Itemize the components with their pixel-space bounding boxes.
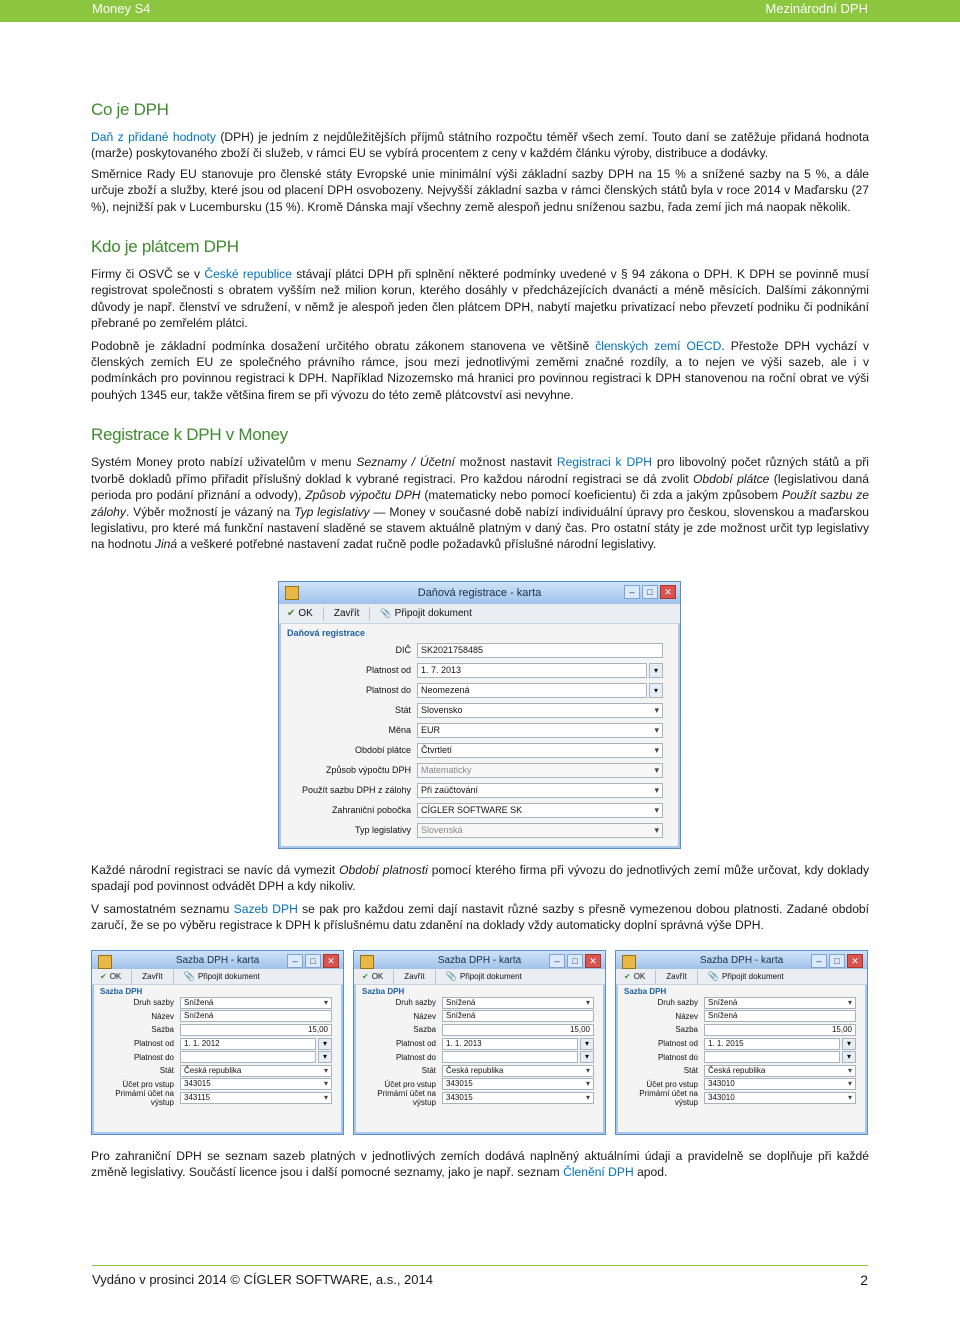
cancel-button[interactable]: Zavřít: [333, 608, 360, 619]
form-row: [279, 760, 680, 780]
paragraph-8: Pro zahraniční DPH se seznam sazeb platných v jednotlivých zemích dodává naplněný aktuálními údaji a pravidelně se doplňuje při každé změně legislativy. Součástí licence jsou i další pomocné seznamy, jako je např. seznam Členění DPH apod.: [91, 1149, 869, 1180]
field-input[interactable]: Snížená: [704, 1010, 856, 1022]
close-icon[interactable]: ✕: [585, 954, 601, 968]
form-row: [616, 1064, 867, 1078]
attach-button[interactable]: 📎 Připojit dokument: [446, 971, 522, 982]
attach-button[interactable]: 📎 Připojit dokument: [380, 608, 471, 619]
page-number: 2: [860, 1272, 868, 1288]
window-titlebar: [616, 951, 867, 969]
field-label: Primární účet na výstup: [377, 1088, 436, 1107]
field-input[interactable]: Snížená: [180, 1010, 332, 1022]
field-label: Primární účet na výstup: [639, 1088, 698, 1107]
link-dan[interactable]: Daň z přidané hodnoty: [91, 130, 216, 144]
ok-button[interactable]: ✔ OK: [362, 972, 383, 981]
form-row: [354, 1050, 605, 1064]
app-icon: [622, 955, 636, 969]
form-row: [354, 1023, 605, 1037]
link-cleneni-dph[interactable]: Členění DPH: [563, 1165, 634, 1180]
screenshot-sazba-dph-3: [615, 950, 868, 1135]
group-title: Sazba DPH: [100, 987, 143, 996]
maximize-icon[interactable]: □: [642, 585, 658, 599]
group-title: Daňová registrace: [287, 628, 366, 638]
field-input[interactable]: Matematicky ▾: [417, 763, 663, 778]
maximize-icon[interactable]: □: [829, 954, 845, 968]
field-input[interactable]: Snížená ▾: [704, 997, 856, 1009]
window-toolbar: [279, 604, 680, 624]
field-label: Název: [151, 1011, 174, 1021]
page-content-2: [91, 862, 869, 934]
page-content-3: [91, 1148, 869, 1181]
field-input[interactable]: 1. 1. 2015: [704, 1038, 840, 1050]
field-input[interactable]: 343010 ▾: [704, 1078, 856, 1090]
minimize-icon[interactable]: –: [287, 954, 303, 968]
minimize-icon[interactable]: –: [624, 585, 640, 599]
field-input[interactable]: [442, 1051, 578, 1063]
maximize-icon[interactable]: □: [305, 954, 321, 968]
form-row: [354, 1037, 605, 1051]
app-icon: [360, 955, 374, 969]
window-toolbar: [354, 969, 605, 985]
calendar-icon[interactable]: ▾: [842, 1051, 856, 1063]
window-title: Sazba DPH - karta: [175, 954, 260, 966]
field-input[interactable]: Česká republika ▾: [180, 1065, 332, 1077]
field-input[interactable]: Při zaúčtování ▾: [417, 783, 663, 798]
field-input[interactable]: 15,00: [704, 1024, 856, 1036]
form-row: [279, 800, 680, 820]
form-row: [92, 1023, 343, 1037]
screenshot-sazba-dph-1: [91, 950, 344, 1135]
field-label: Zahraniční pobočka: [331, 805, 411, 815]
header-bar: [0, 0, 960, 22]
field-label: Stát: [394, 705, 411, 715]
cancel-button[interactable]: Zavřít: [404, 972, 425, 981]
window-title: Sazba DPH - karta: [699, 954, 784, 966]
field-label: Sazba: [151, 1025, 174, 1035]
group-title: Sazba DPH: [362, 987, 405, 996]
form-row: [354, 1088, 605, 1107]
close-icon[interactable]: ✕: [847, 954, 863, 968]
field-label: Stát: [683, 1066, 698, 1076]
paragraph-5: Systém Money proto nabízí uživatelům v menu Seznamy / Účetní možnost nastavit Registraci k DPH pro libovolný počet různých států a při tvorbě dokladů přímo přiřadit příslušný doklad k vybrané registraci. Pro každou národní registraci se dá zvolit Období plátce (legislativou daná perioda pro podání přiznání a odvody), Způsob výpočtu DPH (matematicky nebo pomocí koeficientu) či zda a jakým způsobem Použít sazbu ze zálohy. Výběr možností je vázaný na Typ legislativy — Money v současné době nabízí individuální úpravy pro českou, slovenskou a maďarskou legislativu, pro které má funkční nastavení sladěné se stavem aktuálně platným v daný čas. Pro ostatní státy je zde možnost určit typ legislativy na hodnotu Jiná a veškeré potřebné nastavení zadat ručně podle požadavků příslušné národní legislativy.: [91, 455, 870, 552]
field-label: Platnost do: [395, 1052, 436, 1062]
form-row: [279, 640, 680, 660]
field-input[interactable]: Slovenská ▾: [417, 823, 663, 838]
field-input[interactable]: [180, 1051, 316, 1063]
calendar-icon[interactable]: ▾: [318, 1051, 332, 1063]
field-input[interactable]: 1. 7. 2013: [417, 663, 647, 678]
calendar-icon[interactable]: ▾: [842, 1038, 856, 1050]
field-input[interactable]: Česká republika ▾: [704, 1065, 856, 1077]
field-label: Účet pro vstup: [384, 1079, 436, 1089]
screenshot-danova-registrace: [278, 581, 681, 849]
field-label: Druh sazby: [395, 998, 436, 1008]
field-input[interactable]: Česká republika ▾: [442, 1065, 594, 1077]
link-oecd[interactable]: členských zemí OECD: [595, 338, 722, 353]
ok-button[interactable]: ✔ OK: [287, 608, 313, 619]
field-label: Platnost od: [133, 1039, 174, 1049]
field-label: DIČ: [395, 645, 411, 655]
group-title: Sazba DPH: [624, 987, 667, 996]
heading-registrace: Registrace k DPH v Money: [91, 425, 288, 445]
form-row: [279, 780, 680, 800]
field-input[interactable]: Snížená: [442, 1010, 594, 1022]
field-input[interactable]: EUR ▾: [417, 723, 663, 738]
field-input[interactable]: 343115 ▾: [180, 1092, 332, 1104]
form-row: [92, 1050, 343, 1064]
field-label: Účet pro vstup: [646, 1079, 698, 1089]
window-titlebar: [92, 951, 343, 969]
calendar-icon[interactable]: ▾: [580, 1038, 594, 1050]
paragraph-6: Každé národní registraci se navíc dá vymezit Období platnosti pomocí kterého firma při vývozu do jednotlivých zemí může určovat, kdy doklady spadají pod povinnost odvádět DPH a kdy nikoliv.: [91, 863, 870, 894]
field-input[interactable]: 343015 ▾: [180, 1078, 332, 1090]
form-row: [92, 1088, 343, 1107]
field-label: Platnost od: [395, 1039, 436, 1049]
form-row: [92, 1064, 343, 1078]
field-label: Platnost od: [657, 1039, 698, 1049]
field-label: Sazba: [413, 1025, 436, 1035]
window-titlebar: [279, 582, 680, 604]
cancel-button[interactable]: Zavřít: [666, 972, 687, 981]
form-row: [279, 680, 680, 700]
footer-text: Vydáno v prosinci 2014 © CÍGLER SOFTWARE, a.s., 2014: [92, 1272, 433, 1287]
paragraph-4: Podobně je základní podmínka dosažení určitého obratu zákonem stanovena ve většině členských zemí OECD. Přestože DPH vychází v členských zemích EU ze společného právního rámce, jsou mezi jednotlivými zeměmi značné rozdíly, a to nejen ve výši sazeb, ale i v podmínkách pro povinnou registraci k DPH. Například Nizozemsko má hranici pro povinnou registraci k DPH stanovenou na roční obrat ve výši pouhých 1345 eur, takže většina firem se při vývozu do této země plátcovství asi nevyhne.: [91, 338, 870, 402]
form-row: [279, 700, 680, 720]
field-label: Typ legislativy: [354, 825, 411, 835]
calendar-icon[interactable]: ▾: [318, 1038, 332, 1050]
form-row: [354, 996, 605, 1010]
field-input[interactable]: 15,00: [442, 1024, 594, 1036]
ok-button[interactable]: ✔ OK: [624, 972, 645, 981]
field-label: Stát: [159, 1066, 174, 1076]
field-input[interactable]: Snížená ▾: [180, 997, 332, 1009]
field-label: Platnost od: [365, 665, 411, 675]
form-row: [279, 660, 680, 680]
window-titlebar: [354, 951, 605, 969]
form-row: [92, 1010, 343, 1024]
heading-co-je-dph: Co je DPH: [91, 100, 169, 119]
form-row: [279, 720, 680, 740]
paragraph-2: Směrnice Rady EU stanovuje pro členské státy Evropské unie minimální výši základní sazby DPH na 15 % a snížené sazby na 5 %, a dále určuje zboží a služby, které jsou od placení DPH osvobozeny. Nejvyšší základní sazba v rámci členských států byla v roce 2014 v Maďarsku (27 %), nejnižší pak v Lucembursku (15 %). Kromě Dánska mají všechny země alespoň jednu sníženou sazbu, řada zemí jich má naopak několik.: [91, 166, 869, 214]
field-label: Použít sazbu DPH z zálohy: [301, 785, 411, 795]
window-title: Daňová registrace - karta: [417, 587, 542, 599]
footer-rule: [92, 1265, 868, 1266]
paragraph-1: Daň z přidané hodnoty (DPH) je jedním z nejdůležitějších příjmů státního rozpočtu téměř všech zemí. Touto daní se zatěžuje přidaná hodnota (marže) poskytovaného zboží či služeb, v rámci EU se vybírá procentem z ceny v každém článku výroby, distribuce a dodávky.: [91, 130, 869, 161]
field-label: Název: [675, 1011, 698, 1021]
minimize-icon[interactable]: –: [549, 954, 565, 968]
app-icon: [98, 955, 112, 969]
form-row: [616, 996, 867, 1010]
form-row: [92, 996, 343, 1010]
field-label: Měna: [388, 725, 411, 735]
field-input[interactable]: 343015 ▾: [442, 1078, 594, 1090]
link-ceska-republika[interactable]: České republice: [204, 267, 292, 282]
minimize-icon[interactable]: –: [811, 954, 827, 968]
field-input[interactable]: Neomezená: [417, 683, 647, 698]
field-label: Stát: [421, 1066, 436, 1076]
field-input[interactable]: 343010 ▾: [704, 1092, 856, 1104]
ok-button[interactable]: ✔ OK: [100, 972, 121, 981]
calendar-icon[interactable]: ▾: [580, 1051, 594, 1063]
maximize-icon[interactable]: □: [567, 954, 583, 968]
page-content: [91, 100, 869, 553]
field-input[interactable]: [704, 1051, 840, 1063]
heading-kdo-je-platcem: Kdo je plátcem DPH: [91, 237, 239, 257]
attach-button[interactable]: 📎 Připojit dokument: [708, 971, 784, 982]
field-input[interactable]: 15,00: [180, 1024, 332, 1036]
form-row: [616, 1023, 867, 1037]
field-input[interactable]: 343015 ▾: [442, 1092, 594, 1104]
form-row: [92, 1037, 343, 1051]
header-right: Mezinárodní DPH: [765, 1, 868, 16]
field-label: Druh sazby: [133, 998, 174, 1008]
field-label: Účet pro vstup: [122, 1079, 174, 1089]
close-icon[interactable]: ✕: [323, 954, 339, 968]
field-input[interactable]: CÍGLER SOFTWARE SK ▾: [417, 803, 663, 818]
app-icon: [285, 586, 299, 600]
window-toolbar: [92, 969, 343, 985]
form-row: [616, 1088, 867, 1107]
form-row: [354, 1010, 605, 1024]
field-input[interactable]: Slovensko ▾: [417, 703, 663, 718]
form-row: [279, 820, 680, 840]
field-input[interactable]: 1. 1. 2012: [180, 1038, 316, 1050]
field-input[interactable]: 1. 1. 2013: [442, 1038, 578, 1050]
link-sazby-dph[interactable]: Sazeb DPH: [233, 901, 298, 916]
field-label: Sazba: [675, 1025, 698, 1035]
field-label: Platnost do: [657, 1052, 698, 1062]
screenshot-sazba-dph-2: [353, 950, 606, 1135]
paragraph-3: Firmy či OSVČ se v České republice stávají plátci DPH při splnění některé podmínky uvedené v § 94 zákona o DPH. K DPH se povinně musí registrovat společnosti s obratem vyšším než milion korun, kterého dosáhly v předcházejících dvanácti a méně měsících. Dalšími zákonnými důvody je např. členství ve sdružení, v němž je alespoň jeden člen plátcem DPH, nabytí majetku privatizací nebo převzetí podniku či podnikání přebrané po zemřelém plátci.: [91, 267, 869, 331]
paragraph-7: V samostatném seznamu Sazeb DPH se pak pro každou zemi dají nastavit různé sazby s přesně vymezenou dobou platnosti. Zadané období zaručí, že se po výběru registrace k DPH k příslušnému datu zdanění na doklady vždy automaticky doplní správná výše DPH.: [91, 901, 870, 933]
field-label: Způsob výpočtu DPH: [325, 765, 411, 775]
form-row: [616, 1010, 867, 1024]
field-label: Druh sazby: [657, 998, 698, 1008]
window-toolbar: [616, 969, 867, 985]
window-title: Sazba DPH - karta: [437, 954, 522, 966]
attach-button[interactable]: 📎 Připojit dokument: [184, 971, 260, 982]
field-label: Platnost do: [133, 1052, 174, 1062]
field-label: Období plátce: [354, 745, 411, 755]
link-registrace[interactable]: Registraci k DPH: [556, 455, 652, 470]
form-row: [616, 1037, 867, 1051]
footer: [92, 1272, 868, 1287]
calendar-icon[interactable]: ▾: [649, 683, 663, 698]
close-icon[interactable]: ✕: [660, 585, 676, 599]
cancel-button[interactable]: Zavřít: [142, 972, 163, 981]
header-left: Money S4: [92, 1, 151, 16]
field-label: Název: [413, 1011, 436, 1021]
form-row: [616, 1050, 867, 1064]
field-label: Platnost do: [365, 685, 411, 695]
calendar-icon[interactable]: ▾: [649, 663, 663, 678]
field-label: Primární účet na výstup: [115, 1088, 174, 1107]
form-row: [354, 1064, 605, 1078]
field-input[interactable]: Snížená ▾: [442, 997, 594, 1009]
field-input[interactable]: Čtvrtletí ▾: [417, 743, 663, 758]
field-input[interactable]: SK2021758485: [417, 643, 663, 658]
form-row: [279, 740, 680, 760]
